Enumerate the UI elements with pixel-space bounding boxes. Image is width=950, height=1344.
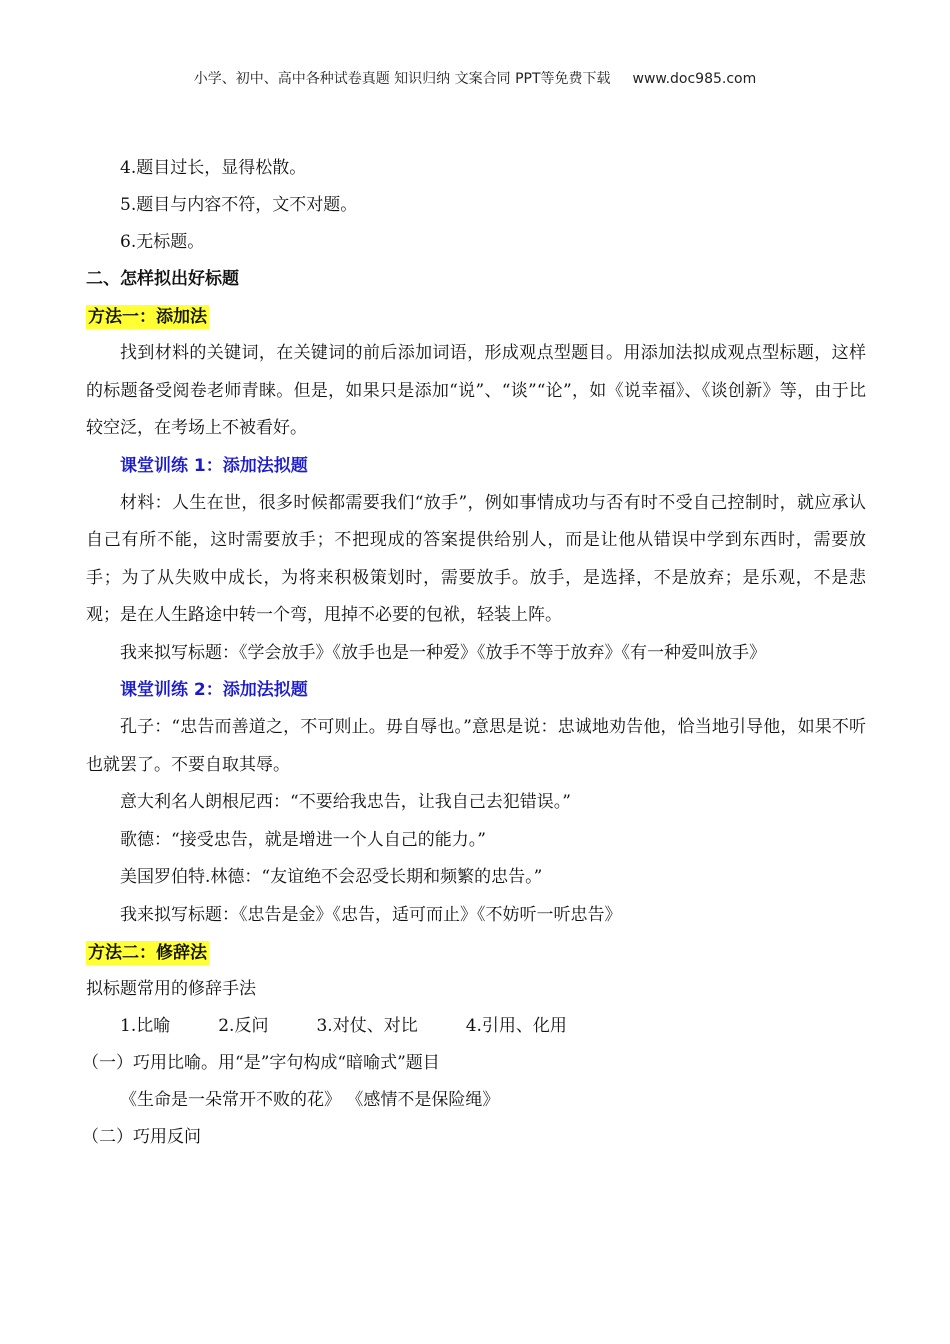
rhetoric-item: 3.对仗、对比 <box>316 1016 418 1036</box>
subsection-title: （一）巧用比喻。用“是”字句构成“暗喻式”题目 <box>82 1053 440 1073</box>
page-header <box>0 68 950 88</box>
rhetoric-item: 4.引用、化用 <box>465 1016 567 1036</box>
header-text: 小学、初中、高中各种试卷真题 知识归纳 文案合同 PPT等免费下载 <box>193 71 611 87</box>
training1-answer: 我来拟写标题：《学会放手》《放手也是一种爱》《放手不等于放弃》《有一种爱叫放手》 <box>120 642 766 663</box>
method1-row <box>86 298 866 335</box>
section-title: 二、怎样拟出好标题 <box>86 269 239 289</box>
training2-quote: 意大利名人朗根尼西：“不要给我忠告，让我自己去犯错误。” <box>120 792 571 812</box>
training1-material: 材料：人生在世，很多时候都需要我们“放手”，例如事情成功与否有时不受自己控制时，就应承认自己有所不能，这时需要放手；不把现成的答案提供给别人，而是让他从错误中学到东西时，需要放手；为了从失败中成长，为将来积极策划时，需要放手。放手，是选择，不是放弃；是乐观，不是悲观；是在人生路途中转一个弯，甩掉不必要的包袱，轻装上阵。 <box>86 492 866 625</box>
training2-quote: 孔子：“忠告而善道之，不可则止。毋自辱也。”意思是说：忠诚地劝告他，恰当地引导他，如果不听也就罢了。不要自取其辱。 <box>86 717 866 775</box>
list-item: 6.无标题。 <box>120 232 205 252</box>
list-item: 4.题目过长，显得松散。 <box>120 158 307 178</box>
method1-title: 方法一：添加法 <box>88 306 207 327</box>
training2-title: 课堂训练 2：添加法拟题 <box>120 680 308 700</box>
method1-description: 找到材料的关键词，在关键词的前后添加词语，形成观点型题目。用添加法拟成观点型标题，这样的标题备受阅卷老师青睐。但是，如果只是添加“说”、“谈”“论”，如《说幸福》、《谈创新》等，由于比较空泛，在考场上不被看好。 <box>86 343 866 438</box>
method2-intro: 拟标题常用的修辞手法 <box>86 979 256 999</box>
rhetoric-item: 2.反问 <box>218 1016 269 1036</box>
header-site-link[interactable]: www.doc985.com <box>632 71 757 87</box>
rhetoric-list <box>86 1008 866 1045</box>
training2-quote: 歌德：“接受忠告，就是增进一个人自己的能力。” <box>120 829 486 850</box>
subsection-examples: 《生命是一朵常开不败的花》 《感情不是保险绳》 <box>120 1090 500 1110</box>
rhetoric-item: 1.比喻 <box>120 1016 171 1036</box>
method2-row <box>86 934 866 971</box>
list-item: 5.题目与内容不符，文不对题。 <box>120 195 358 215</box>
training1-title: 课堂训练 1：添加法拟题 <box>120 455 308 476</box>
document-body <box>82 150 866 1156</box>
training2-quote: 美国罗伯特.林德：“友谊绝不会忍受长期和频繁的忠告。” <box>120 867 543 887</box>
method2-title: 方法二：修辞法 <box>88 942 207 963</box>
training2-answer: 我来拟写标题：《忠告是金》《忠告，适可而止》《不妨听一听忠告》 <box>120 904 622 925</box>
subsection-title: （二）巧用反问 <box>82 1127 201 1147</box>
